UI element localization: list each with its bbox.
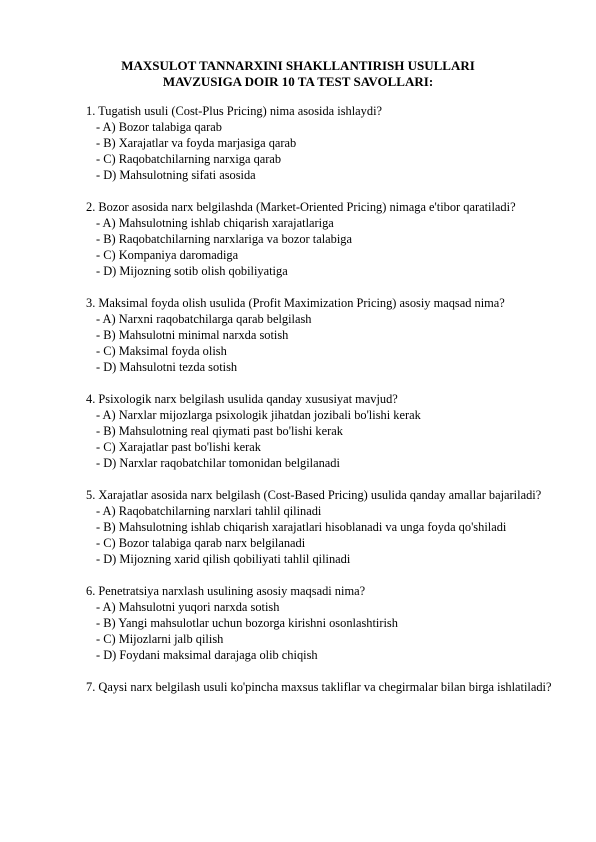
answer-option: - C) Bozor talabiga qarab narx belgilanadi [96,536,306,550]
answer-option: - A) Mahsulotni yuqori narxda sotish [96,600,280,614]
answer-options [86,599,556,663]
answer-option: - C) Raqobatchilarning narxiga qarab [96,152,282,166]
question-text: 7. Qaysi narx belgilash usuli ko'pincha maxsus takliflar va chegirmalar bilan birga ishlatiladi? [86,680,552,694]
answer-options [86,503,556,567]
answer-option: - D) Foydani maksimal darajaga olib chiqish [96,648,318,662]
question-text: 1. Tugatish usuli (Cost-Plus Pricing) nima asosida ishlaydi? [86,104,383,118]
answer-option: - A) Narxlar mijozlarga psixologik jihatdan jozibali bo'lishi kerak [96,408,421,422]
question-3 [86,295,556,375]
title-line-1: MAXSULOT TANNARXINI SHAKLLANTIRISH USULLARI [121,58,475,73]
answer-option: - D) Mahsulotning sifati asosida [96,168,256,182]
answer-option: - B) Mahsulotning ishlab chiqarish xarajatlari hisoblanadi va unga foyda qo'shiladi [96,520,507,534]
answer-option: - C) Xarajatlar past bo'lishi kerak [96,440,261,454]
question-text: 5. Xarajatlar asosida narx belgilash (Cost-Based Pricing) usulida qanday amallar bajariladi? [86,488,542,502]
answer-options [86,119,556,183]
answer-option: - D) Mijozning xarid qilish qobiliyati tahlil qilinadi [96,552,351,566]
question-7 [86,679,556,695]
answer-option: - A) Raqobatchilarning narxlari tahlil qilinadi [96,504,322,518]
answer-option: - B) Xarajatlar va foyda marjasiga qarab [96,136,297,150]
answer-option: - A) Narxni raqobatchilarga qarab belgilash [96,312,312,326]
question-text: 2. Bozor asosida narx belgilashda (Market-Oriented Pricing) nimaga e'tibor qaratiladi? [86,200,516,214]
answer-options [86,407,556,471]
answer-option: - B) Yangi mahsulotlar uchun bozorga kirishni osonlashtirish [96,616,398,630]
answer-option: - C) Maksimal foyda olish [96,344,227,358]
question-6 [86,583,556,663]
answer-options [86,311,556,375]
question-text: 6. Penetratsiya narxlash usulining asosiy maqsadi nima? [86,584,366,598]
answer-option: - D) Mijozning sotib olish qobiliyatiga [96,264,288,278]
question-2 [86,199,556,279]
question-1 [86,103,556,183]
answer-options [86,215,556,279]
question-4 [86,391,556,471]
question-text: 3. Maksimal foyda olish usulida (Profit Maximization Pricing) asosiy maqsad nima? [86,296,505,310]
document-title [0,58,596,90]
answer-option: - B) Mahsulotning real qiymati past bo'lishi kerak [96,424,343,438]
question-list [86,103,556,711]
question-text: 4. Psixologik narx belgilash usulida qanday xususiyat mavjud? [86,392,398,406]
answer-option: - D) Mahsulotni tezda sotish [96,360,238,374]
answer-option: - A) Bozor talabiga qarab [96,120,222,134]
answer-option: - A) Mahsulotning ishlab chiqarish xarajatlariga [96,216,334,230]
answer-option: - B) Raqobatchilarning narxlariga va bozor talabiga [96,232,352,246]
title-line-2: MAVZUSIGA DOIR 10 TA TEST SAVOLLARI: [162,74,434,89]
answer-option: - B) Mahsulotni minimal narxda sotish [96,328,289,342]
question-5 [86,487,556,567]
answer-option: - C) Kompaniya daromadiga [96,248,239,262]
answer-option: - C) Mijozlarni jalb qilish [96,632,224,646]
answer-option: - D) Narxlar raqobatchilar tomonidan belgilanadi [96,456,340,470]
